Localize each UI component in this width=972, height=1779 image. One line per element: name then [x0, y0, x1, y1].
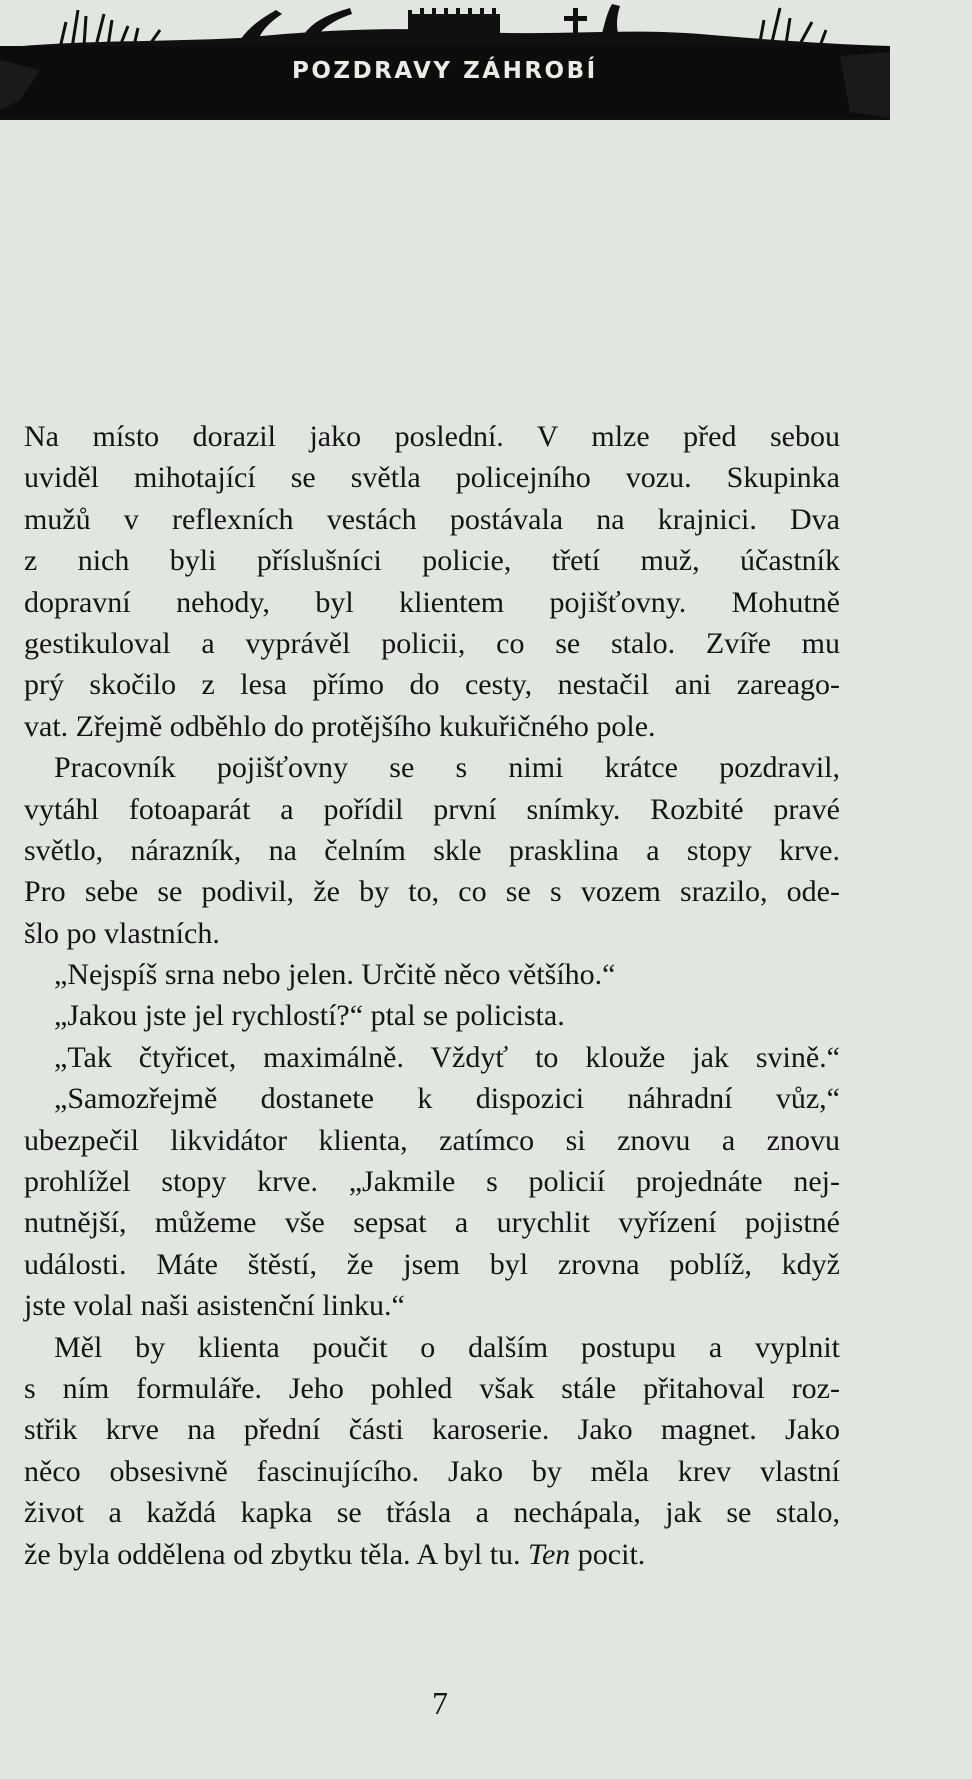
text-line: [24, 954, 840, 995]
running-header-title: POZDRAVY ZÁHROBÍ: [292, 58, 598, 84]
text-line-content: gestikuloval a vyprávěl policii, co se stalo. Zvíře mu: [24, 626, 840, 660]
bleed-through-text: [20, 132, 840, 426]
text-line: [24, 706, 840, 747]
text-line-content: mužů v reflexních vestách postávala na krajnici. Dva: [24, 502, 840, 536]
text-line-content: Pracovník pojišťovny se s nimi krátce pozdravil,: [54, 751, 840, 785]
text-line: [24, 1327, 840, 1368]
text-line-content: nutnější, můžeme vše sepsat a urychlit vyřízení pojistné: [24, 1206, 840, 1240]
text-line-content: Měl by klienta poučit o dalším postupu a vyplnit: [54, 1330, 840, 1364]
text-line-content: „Tak čtyřicet, maximálně. Vždyť to klouže jak svině.“: [54, 1040, 840, 1074]
bleed-line: [20, 342, 840, 384]
text-line: [24, 995, 840, 1036]
text-line-content: „Jakou jste jel rychlostí?“ ptal se policista.: [54, 999, 565, 1033]
text-line: [24, 1409, 840, 1450]
text-line-content: vat. Zřejmě odběhlo do protějšího kukuřičného pole.: [24, 709, 656, 743]
text-line: [24, 1202, 840, 1243]
text-line: [24, 1451, 840, 1492]
text-line: [24, 830, 840, 871]
text-line-tail: pocit.: [570, 1537, 646, 1571]
text-line: [24, 499, 840, 540]
text-line-content: Pro sebe se podivil, že by to, co se s vozem srazilo, ode-: [24, 875, 840, 909]
body-text: [24, 416, 840, 1575]
text-line-content: jste volal naši asistenční linku.“: [24, 1289, 405, 1323]
bleed-line: [20, 216, 840, 258]
text-line: [24, 871, 840, 912]
text-line-content: dopravní nehody, byl klientem pojišťovny. Mohutně: [24, 585, 840, 619]
page-number: 7: [432, 1685, 448, 1721]
text-line: [24, 416, 840, 457]
text-line: [24, 1078, 840, 1119]
text-line-content: Na místo dorazil jako poslední. V mlze před sebou: [24, 420, 840, 453]
text-line: [24, 664, 840, 705]
bleed-line: [20, 258, 840, 300]
text-line: [24, 1534, 840, 1575]
text-line: [24, 623, 840, 664]
text-line: [24, 1368, 840, 1409]
text-line: [24, 457, 840, 498]
text-line-content: „Samozřejmě dostanete k dispozici náhradní vůz,“: [54, 1082, 840, 1116]
text-line-content: šlo po vlastních.: [24, 916, 220, 950]
text-line: [24, 747, 840, 788]
text-line: [24, 1492, 840, 1533]
text-line-content: život a každá kapka se třásla a nechápala, jak se stalo,: [24, 1496, 840, 1530]
text-line-content: prohlížel stopy krve. „Jakmile s policií projednáte nej-: [24, 1165, 840, 1199]
text-line-content: uviděl mihotající se světla policejního vozu. Skupinka: [24, 461, 840, 495]
text-line: [24, 540, 840, 581]
text-line-content: události. Máte štěstí, že jsem byl zrovna poblíž, když: [24, 1247, 840, 1281]
text-line-content: vytáhl fotoaparát a pořídil první snímky. Rozbité pravé: [24, 792, 840, 826]
text-line: [24, 1244, 840, 1285]
italic-word: Ten: [528, 1537, 571, 1571]
bleed-line: [20, 300, 840, 342]
text-line-content: že byla oddělena od zbytku těla. A byl tu.: [24, 1537, 521, 1571]
bleed-line: [20, 174, 840, 216]
fence-silhouette: [408, 8, 500, 40]
text-line: [24, 1161, 840, 1202]
text-line-content: světlo, nárazník, na čelním skle prasklina a stopy krve.: [24, 833, 840, 867]
text-line-content: ubezpečil likvidátor klienta, zatímco si znovu a znovu: [24, 1123, 840, 1157]
text-line-content: s ním formuláře. Jeho pohled však stále přitahoval roz-: [24, 1371, 840, 1405]
text-line-content: z nich byli příslušníci policie, třetí muž, účastník: [24, 544, 840, 578]
text-line-content: něco obsesivně fascinujícího. Jako by měla krev vlastní: [24, 1454, 840, 1488]
text-line: [24, 913, 840, 954]
text-line: [24, 1120, 840, 1161]
text-line: [24, 1037, 840, 1078]
text-line-content: „Nejspíš srna nebo jelen. Určitě něco většího.“: [54, 958, 616, 992]
text-line-content: prý skočilo z lesa přímo do cesty, nestačil ani zareago-: [24, 668, 840, 702]
text-line: [24, 789, 840, 830]
text-line-content: střik krve na přední části karoserie. Jako magnet. Jako: [24, 1413, 840, 1447]
text-line: [24, 582, 840, 623]
text-line: [24, 1285, 840, 1326]
bleed-line: [20, 132, 840, 174]
